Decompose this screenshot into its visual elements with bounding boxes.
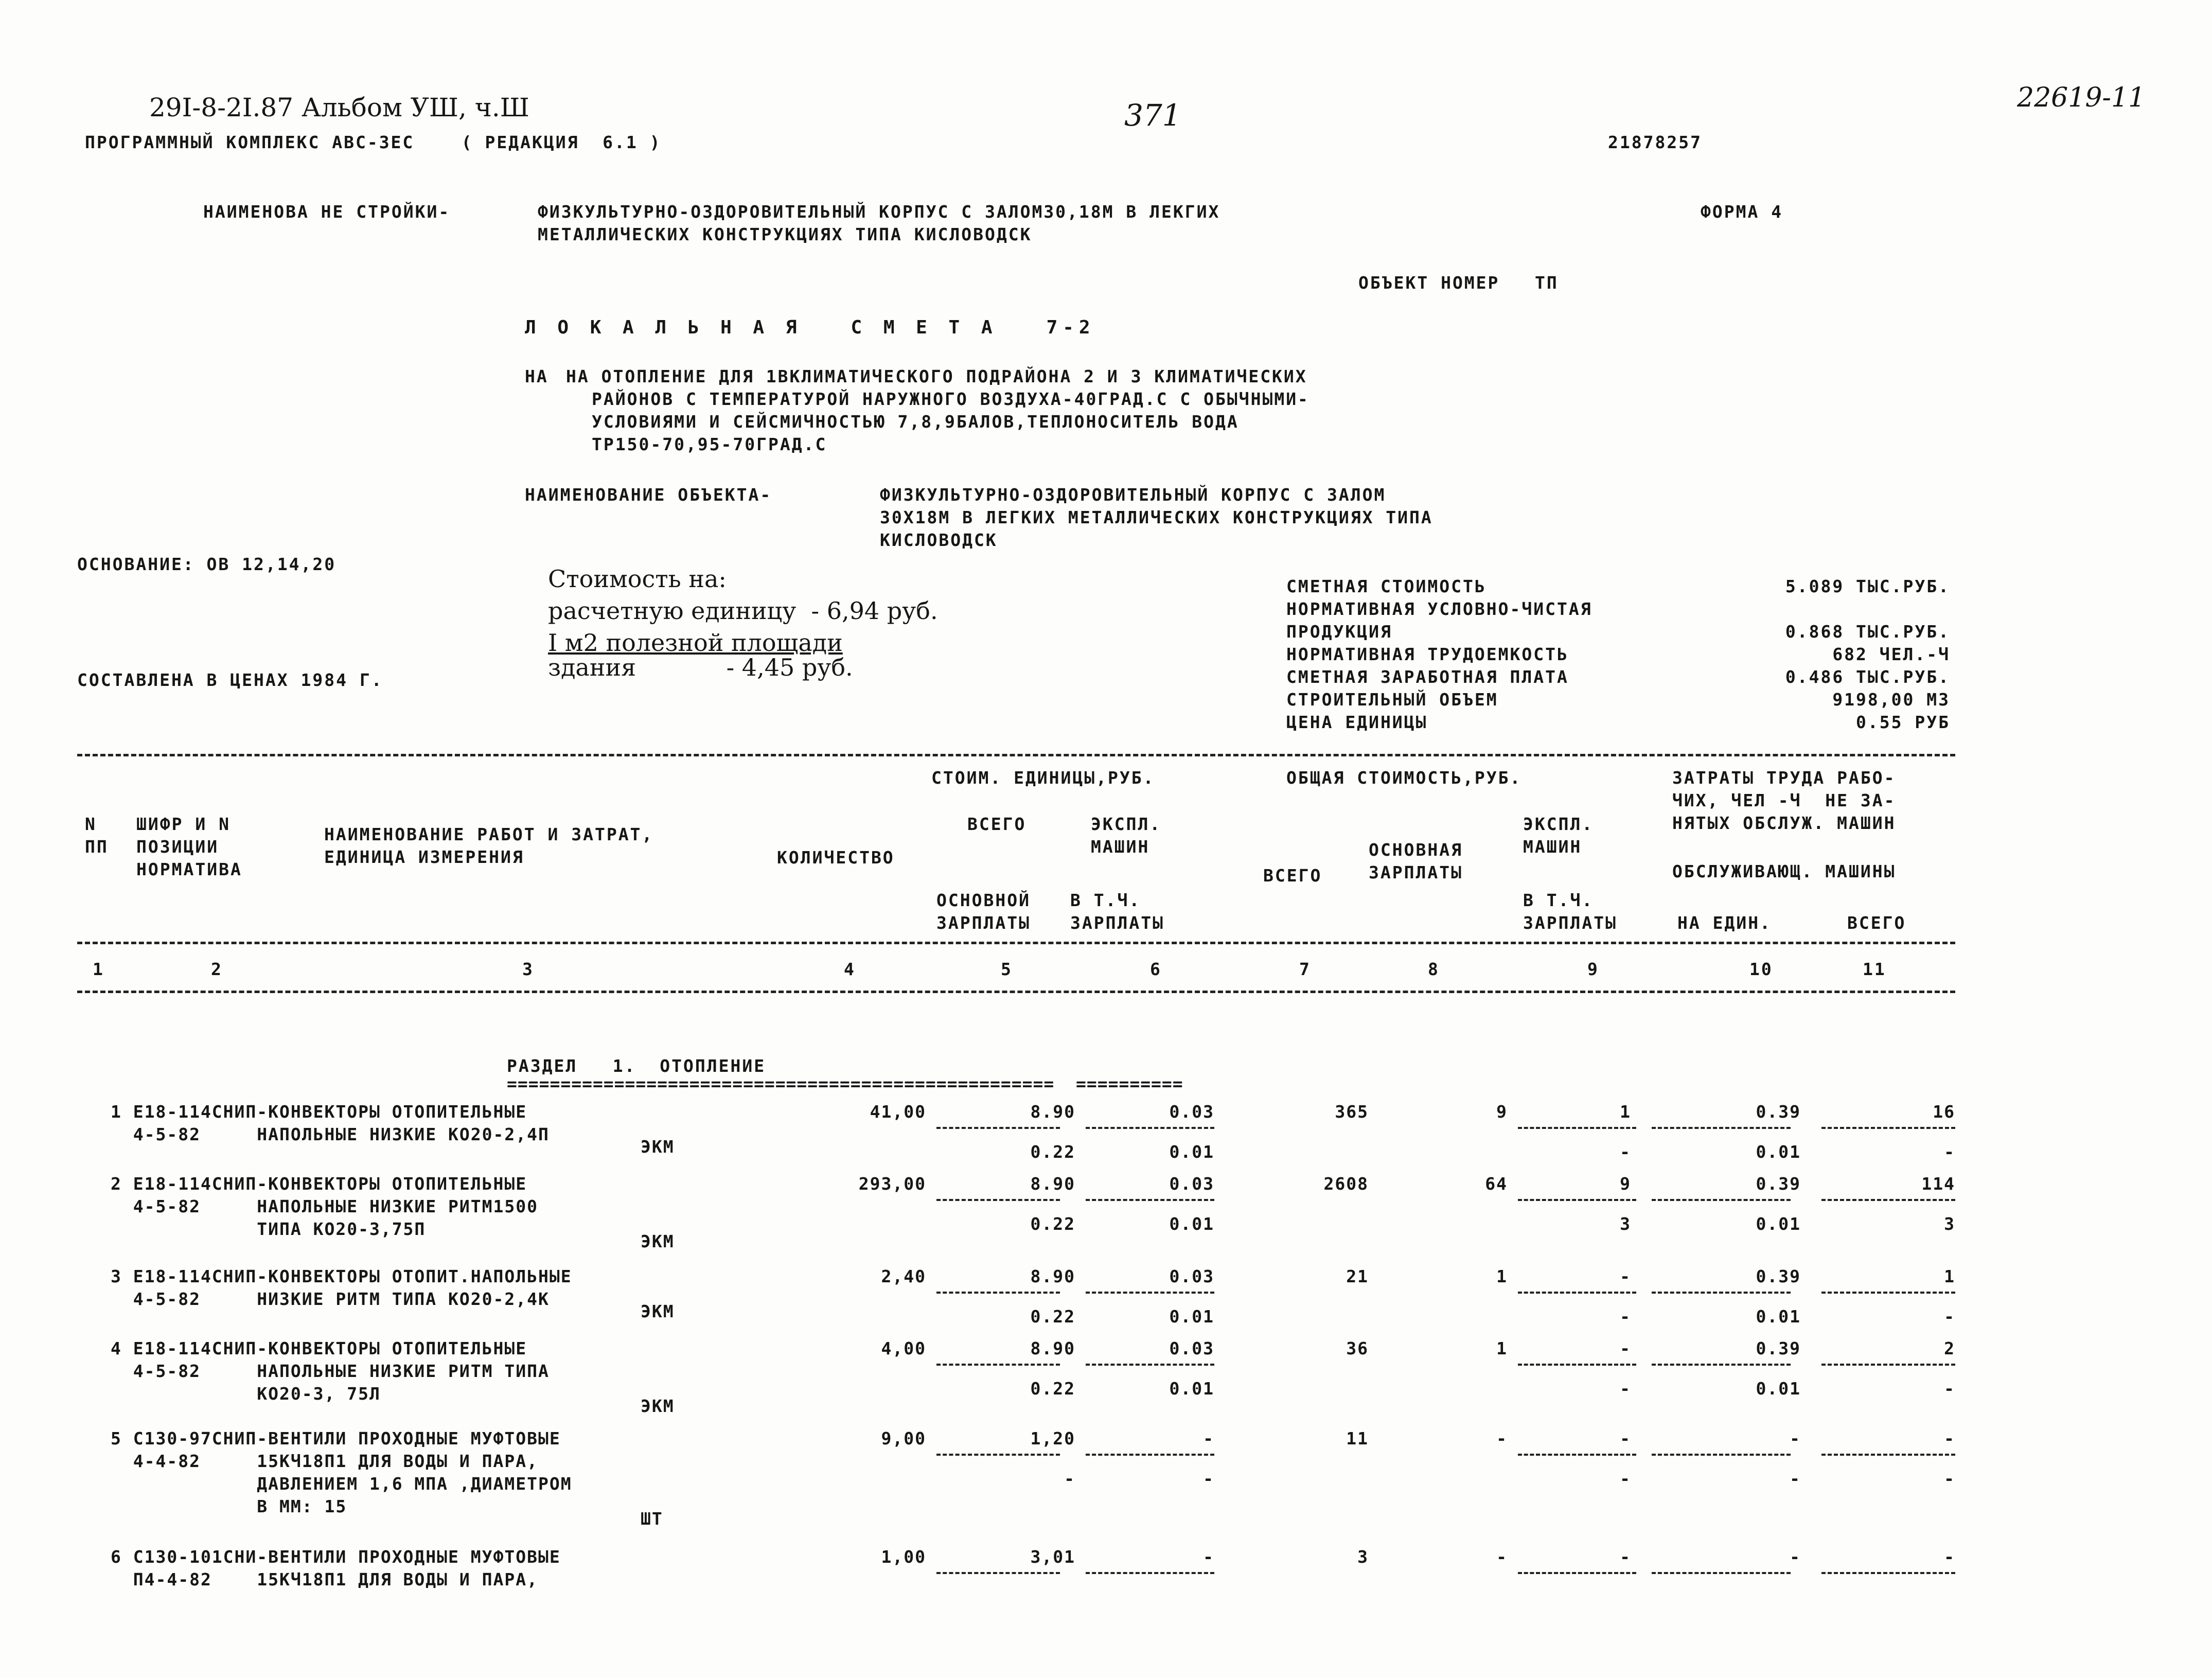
row-description: ТИПА КО20-3,75П [111,1219,426,1239]
row-rule [936,1364,1060,1366]
row-description: 1 Е18-114СНИП-КОНВЕКТОРЫ ОТОПИТЕЛЬНЫЕ [111,1102,527,1122]
row-c8: - [1496,1547,1508,1567]
row-c10: 0.39 [1756,1266,1801,1286]
row-c9-wage: - [1620,1379,1631,1399]
row-c10-wage: - [1790,1469,1801,1489]
summary-label-5: СМЕТНАЯ ЗАРАБОТНАЯ ПЛАТА [1286,667,1569,687]
cost-note-1: Стоимость на: [548,565,727,593]
purpose-line-4: ТР150-70,95-70ГРАД.С [592,434,827,454]
row-description: 4-4-82 15КЧ18П1 ДЛЯ ВОДЫ И ПАРА, [111,1451,538,1471]
row-rule [1652,1364,1791,1366]
object-number: ОБЪЕКТ НОМЕР ТП [1358,273,1559,293]
row-c11-wage: 3 [1944,1214,1955,1234]
row-c8: 1 [1496,1338,1508,1358]
row-description: 4-5-82 НАПОЛЬНЫЕ НИЗКИЕ РИТМ ТИПА [111,1361,550,1381]
row-c10: - [1790,1428,1801,1449]
th-total-vsego: ВСЕГО [1263,866,1322,886]
row-c9: - [1620,1428,1631,1449]
column-number: 1 [93,959,104,979]
row-c5-wage: - [1064,1469,1075,1489]
compiled-prices: СОСТАВЛЕНА В ЦЕНАХ 1984 Г. [77,670,383,690]
row-c11: 114 [1921,1174,1955,1194]
summary-label-6: СТРОИТЕЛЬНЫЙ ОБЪЕМ [1286,690,1498,710]
row-qty: 4,00 [881,1338,926,1358]
row-c7: 2608 [1323,1174,1369,1194]
row-c10: 0.39 [1756,1102,1801,1122]
cost-note-2: расчетную единицу - 6,94 руб. [548,597,938,625]
row-rule [1821,1292,1955,1294]
th-unit-cost: СТОИМ. ЕДИНИЦЫ,РУБ. [931,768,1155,788]
row-c6-wage: - [1203,1469,1214,1489]
row-c5: 8.90 [1030,1266,1075,1286]
row-rule [1821,1127,1955,1129]
row-c8: 1 [1496,1266,1508,1286]
row-c9-wage: - [1620,1469,1631,1489]
row-c11: 1 [1944,1266,1955,1286]
album-reference: 29I-8-2I.87 Альбом УШ, ч.Ш [149,93,529,122]
row-c10: - [1790,1547,1801,1567]
row-c6: 0.03 [1169,1174,1214,1194]
th-unit-vsego: ВСЕГО [967,814,1027,834]
row-c11-wage: - [1944,1306,1955,1327]
construction-line-1: ФИЗКУЛЬТУРНО-ОЗДОРОВИТЕЛЬНЫЙ КОРПУС С ЗАЛОМ30,18М В ЛЕКГИХ [538,202,1220,222]
summary-value-5: 0.486 ТЫС.РУБ. [1785,667,1950,687]
row-description: 4-5-82 НАПОЛЬНЫЕ НИЗКИЕ РИТМ1500 [111,1196,538,1216]
row-c9: 9 [1620,1174,1631,1194]
row-unit: ЭКМ [641,1137,675,1157]
row-description: КО20-3, 75Л [111,1384,381,1404]
row-rule [1086,1454,1214,1456]
row-unit: ЭКМ [641,1301,675,1321]
row-rule [1086,1292,1214,1294]
row-unit: ШТ [641,1509,663,1529]
row-c6-wage: 0.01 [1169,1214,1214,1234]
purpose-line-1: НА ОТОПЛЕНИЕ ДЛЯ 1ВКЛИМАТИЧЕСКОГО ПОДРАЙОНА 2 И 3 КЛИМАТИЧЕСКИХ [566,366,1307,386]
object-name-line-2: 30Х18М В ЛЕГКИХ МЕТАЛЛИЧЕСКИХ КОНСТРУКЦИЯХ ТИПА [880,507,1433,527]
summary-label-1: СМЕТНАЯ СТОИМОСТЬ [1286,576,1487,596]
construction-line-2: МЕТАЛЛИЧЕСКИХ КОНСТРУКЦИЯХ ТИПА КИСЛОВОДСК [538,224,1032,244]
th-total-osn: ОСНОВНАЯ ЗАРПЛАТЫ [1369,840,1463,882]
row-c11: 2 [1944,1338,1955,1358]
row-c6: 0.03 [1169,1102,1214,1122]
column-number: 4 [844,959,856,979]
row-c5-wage: 0.22 [1030,1379,1075,1399]
estimate-title: Л О К А Л Ь Н А Я С М Е Т А 7-2 [525,317,1095,338]
th-labor: ЗАТРАТЫ ТРУДА РАБО- ЧИХ, ЧЕЛ -Ч НЕ ЗА- НЯТЫХ ОБСЛУЖ. МАШИН [1672,768,1896,833]
row-c10-wage: 0.01 [1756,1306,1801,1327]
row-c11-wage: - [1944,1379,1955,1399]
row-c11: 16 [1933,1102,1955,1122]
column-number: 11 [1863,959,1886,979]
row-unit: ЭКМ [641,1231,675,1251]
row-c8: 9 [1496,1102,1508,1122]
summary-value-1: 5.089 ТЫС.РУБ. [1785,576,1950,596]
purpose-line-3: УСЛОВИЯМИ И СЕЙСМИЧНОСТЬЮ 7,8,9БАЛОВ,ТЕПЛОНОСИТЕЛЬ ВОДА [592,412,1239,432]
row-c7: 36 [1346,1338,1369,1358]
summary-label-4: НОРМАТИВНАЯ ТРУДОЕМКОСТЬ [1286,644,1569,664]
page-number: 371 [1124,98,1181,133]
row-rule [1086,1572,1214,1574]
summary-label-7: ЦЕНА ЕДИНИЦЫ [1286,712,1428,732]
row-rule [1086,1199,1214,1201]
column-number: 8 [1428,959,1440,979]
row-rule [1086,1127,1214,1129]
column-number: 7 [1299,959,1311,979]
summary-value-3: 0.868 ТЫС.РУБ. [1785,622,1950,642]
row-c9: 1 [1620,1102,1631,1122]
row-c5: 3,01 [1030,1547,1075,1567]
th-total-cost: ОБЩАЯ СТОИМОСТЬ,РУБ. [1286,768,1522,788]
th-unit-osn: ОСНОВНОЙ ЗАРПЛАТЫ [936,890,1031,933]
row-c11: - [1944,1547,1955,1567]
row-c10: 0.39 [1756,1174,1801,1194]
column-number: 6 [1150,959,1162,979]
th-total-vtch: В Т.Ч. ЗАРПЛАТЫ [1523,890,1617,933]
th-total-expl: ЭКСПЛ. МАШИН [1523,814,1594,857]
row-c8: 64 [1485,1174,1508,1194]
summary-value-4: 682 ЧЕЛ.-Ч [1832,644,1950,664]
row-c5: 8.90 [1030,1102,1075,1122]
row-c6: 0.03 [1169,1266,1214,1286]
summary-label-2: НОРМАТИВНАЯ УСЛОВНО-ЧИСТАЯ [1286,599,1592,619]
row-c10-wage: 0.01 [1756,1379,1801,1399]
row-qty: 293,00 [858,1174,926,1194]
row-description: 3 Е18-114СНИП-КОНВЕКТОРЫ ОТОПИТ.НАПОЛЬНЫЕ [111,1266,572,1286]
row-c7: 3 [1357,1547,1369,1567]
row-c9-wage: 3 [1620,1214,1631,1234]
row-rule [1652,1454,1791,1456]
row-rule [1821,1199,1955,1201]
th-unit-vtch: В Т.Ч. ЗАРПЛАТЫ [1070,890,1164,933]
row-c5: 1,20 [1030,1428,1075,1449]
row-c10: 0.39 [1756,1338,1801,1358]
object-name-label: НАИМЕНОВАНИЕ ОБЪЕКТА- [525,485,772,505]
cost-note-3: I м2 полезной площади [548,629,843,657]
row-rule [1652,1127,1791,1129]
row-c7: 21 [1346,1266,1369,1286]
row-rule [1086,1364,1214,1366]
row-c6-wage: 0.01 [1169,1379,1214,1399]
summary-label-3: ПРОДУКЦИЯ [1286,622,1392,642]
header-rule-bottom [77,991,1955,993]
th-labor-per-unit: НА ЕДИН. [1677,913,1772,933]
row-rule [936,1127,1060,1129]
row-c11-wage: - [1944,1142,1955,1162]
row-rule [1821,1364,1955,1366]
row-c6-wage: 0.01 [1169,1306,1214,1327]
row-qty: 2,40 [881,1266,926,1286]
column-number: 9 [1587,959,1599,979]
row-rule [1821,1572,1955,1574]
basis: ОСНОВАНИЕ: ОВ 12,14,20 [77,554,337,574]
cost-note-4: здания - 4,45 руб. [548,653,853,681]
row-c7: 11 [1346,1428,1369,1449]
object-name-line-3: КИСЛОВОДСК [880,530,998,550]
row-c7: 365 [1335,1102,1369,1122]
construction-label: НАИМЕНОВА НЕ СТРОЙКИ- [203,202,451,222]
doc-id: 21878257 [1608,132,1702,152]
row-description: В ММ: 15 [111,1496,347,1516]
row-rule [1821,1454,1955,1456]
row-rule [936,1572,1060,1574]
row-qty: 41,00 [870,1102,926,1122]
row-c6: - [1203,1428,1214,1449]
column-number: 10 [1749,959,1773,979]
row-c6-wage: 0.01 [1169,1142,1214,1162]
row-c6: 0.03 [1169,1338,1214,1358]
section-underline: =================================================== ========== [507,1074,1183,1094]
program-line: ПРОГРАММНЫЙ КОМПЛЕКС АВС-3ЕС ( РЕДАКЦИЯ 6.1 ) [85,132,662,152]
row-c8: - [1496,1428,1508,1449]
section-title: РАЗДЕЛ 1. ОТОПЛЕНИЕ [507,1056,766,1076]
row-c5: 8.90 [1030,1338,1075,1358]
summary-value-6: 9198,00 М3 [1832,690,1950,710]
row-description: 5 С130-97СНИП-ВЕНТИЛИ ПРОХОДНЫЕ МУФТОВЫЕ [111,1428,561,1449]
row-qty: 9,00 [881,1428,926,1449]
row-description: 4-5-82 НАПОЛЬНЫЕ НИЗКИЕ КО20-2,4П [111,1124,550,1144]
row-c11: - [1944,1428,1955,1449]
row-c9: - [1620,1338,1631,1358]
th-col1: N ПП [85,814,109,857]
purpose-line-2: РАЙОНОВ С ТЕМПЕРАТУРОЙ НАРУЖНОГО ВОЗДУХА-40ГРАД.С С ОБЫЧНЫМИ- [592,389,1309,409]
row-c10-wage: 0.01 [1756,1214,1801,1234]
row-c10-wage: 0.01 [1756,1142,1801,1162]
column-number: 5 [1001,959,1013,979]
th-col3: НАИМЕНОВАНИЕ РАБОТ И ЗАТРАТ, ЕДИНИЦА ИЗМЕРЕНИЯ [324,824,654,867]
form-number: ФОРМА 4 [1701,202,1783,222]
row-c6: - [1203,1547,1214,1567]
row-rule [1518,1199,1636,1201]
row-c9: - [1620,1547,1631,1567]
row-c5: 8.90 [1030,1174,1075,1194]
th-unit-expl: ЭКСПЛ. МАШИН [1091,814,1162,857]
row-rule [1652,1572,1791,1574]
row-description: 4 Е18-114СНИП-КОНВЕКТОРЫ ОТОПИТЕЛЬНЫЕ [111,1338,527,1358]
column-number: 3 [522,959,534,979]
row-rule [1518,1572,1636,1574]
row-description: 6 С130-101СНИ-ВЕНТИЛИ ПРОХОДНЫЕ МУФТОВЫЕ [111,1547,561,1567]
row-c5-wage: 0.22 [1030,1214,1075,1234]
column-number: 2 [211,959,223,979]
header-rule-mid [77,942,1955,944]
th-col4: КОЛИЧЕСТВО [777,847,895,868]
header-rule-top [77,754,1955,756]
row-c9-wage: - [1620,1306,1631,1327]
row-rule [1518,1292,1636,1294]
row-rule [936,1454,1060,1456]
row-rule [1652,1292,1791,1294]
row-c9: - [1620,1266,1631,1286]
row-description: П4-4-82 15КЧ18П1 ДЛЯ ВОДЫ И ПАРА, [111,1569,538,1589]
row-rule [936,1292,1060,1294]
row-unit: ЭКМ [641,1396,675,1416]
purpose-label: НА [525,366,548,386]
stamp-code: 22619-11 [2017,82,2146,113]
row-rule [1518,1364,1636,1366]
row-c5-wage: 0.22 [1030,1142,1075,1162]
th-labor-sub: ОБСЛУЖИВАЮЩ. МАШИНЫ [1672,861,1896,881]
row-c11-wage: - [1944,1469,1955,1489]
row-description: ДАВЛЕНИЕМ 1,6 МПА ,ДИАМЕТРОМ [111,1474,572,1494]
row-rule [936,1199,1060,1201]
row-description: 4-5-82 НИЗКИЕ РИТМ ТИПА КО20-2,4К [111,1289,550,1309]
summary-value-7: 0.55 РУБ [1856,712,1950,732]
th-col2: ШИФР И N ПОЗИЦИИ НОРМАТИВА [136,814,242,879]
row-c5-wage: 0.22 [1030,1306,1075,1327]
object-name-line-1: ФИЗКУЛЬТУРНО-ОЗДОРОВИТЕЛЬНЫЙ КОРПУС С ЗАЛОМ [880,485,1386,505]
row-description: 2 Е18-114СНИП-КОНВЕКТОРЫ ОТОПИТЕЛЬНЫЕ [111,1174,527,1194]
th-labor-total: ВСЕГО [1847,913,1906,933]
row-rule [1518,1127,1636,1129]
row-rule [1518,1454,1636,1456]
row-c9-wage: - [1620,1142,1631,1162]
row-rule [1652,1199,1791,1201]
row-qty: 1,00 [881,1547,926,1567]
